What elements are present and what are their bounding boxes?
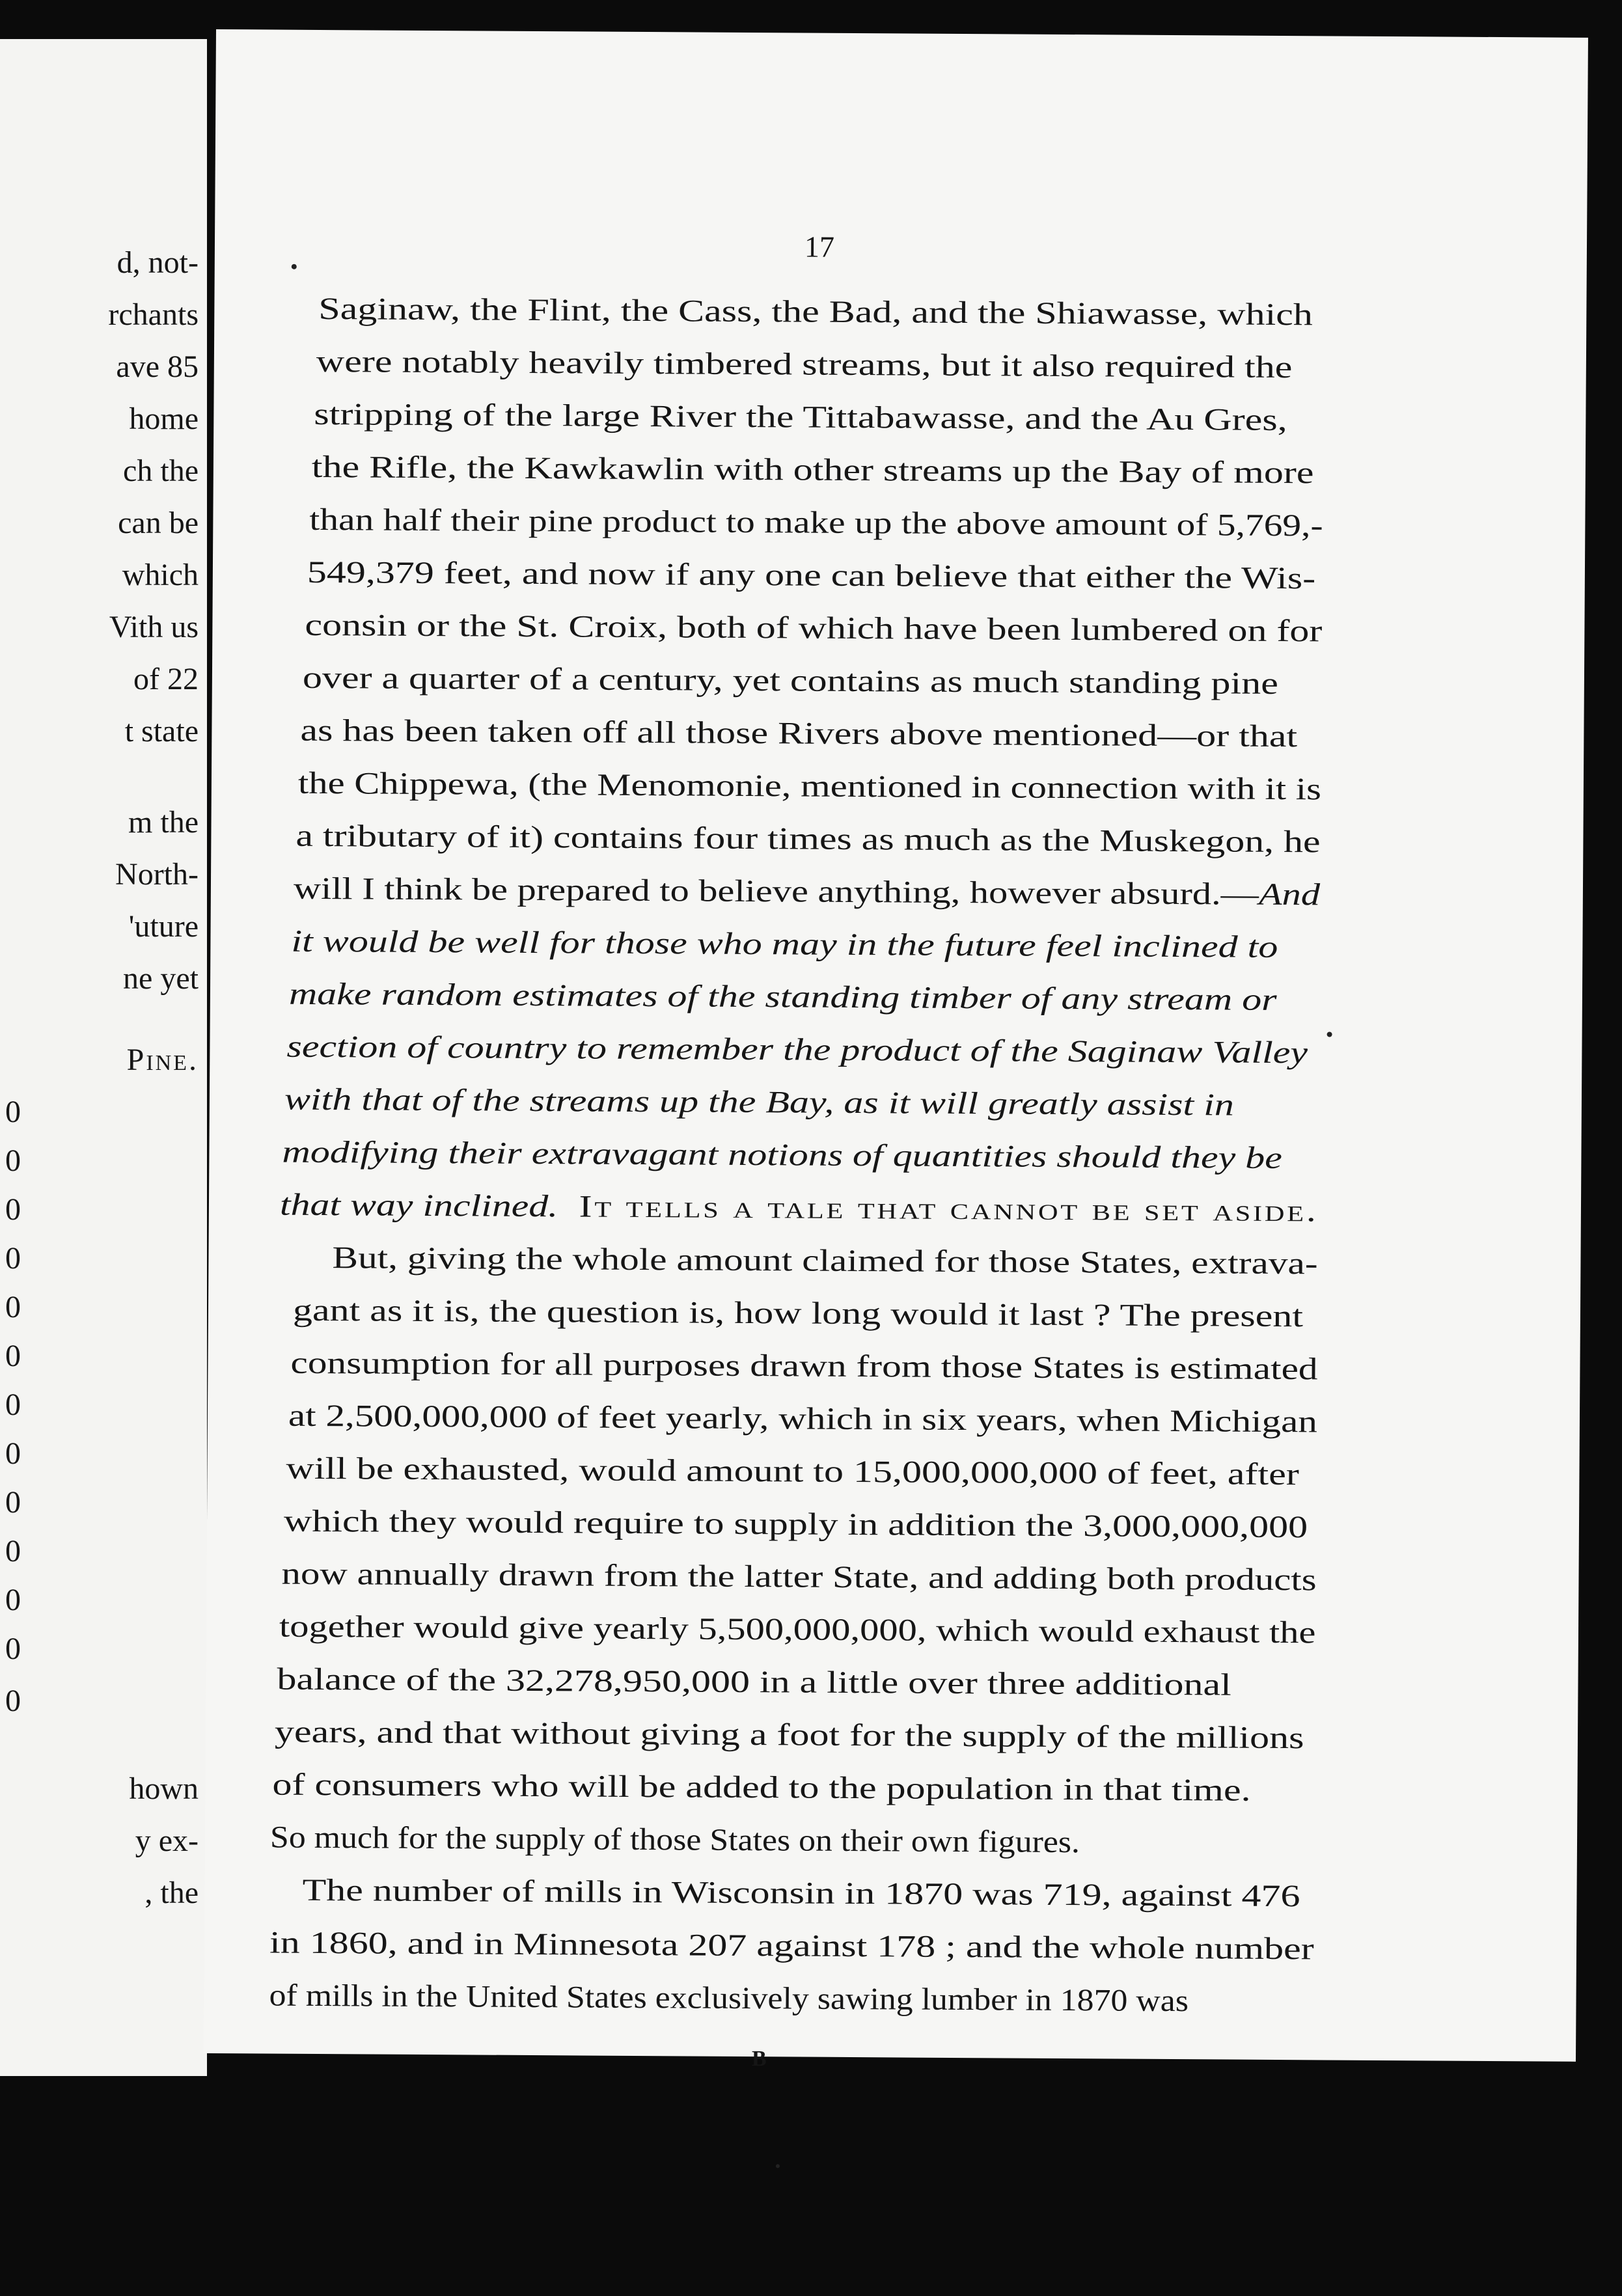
previous-page-fragment: home: [129, 402, 199, 436]
text-line-content: of consumers who will be added to the population in that time.: [272, 1767, 1251, 1808]
text-line: [316, 346, 1293, 383]
previous-page-fragment: 0: [5, 1387, 21, 1422]
text-line: [296, 818, 1321, 860]
text-line: [277, 1661, 1231, 1702]
text-line: [291, 923, 1278, 964]
text-line-content: as has been taken off all those Rivers above mentioned—or that: [300, 713, 1298, 754]
text-line-content: of mills in the United States exclusively sawing lumber in 1870 was: [269, 1978, 1189, 2019]
previous-page-fragment: 0: [5, 1290, 21, 1324]
previous-page-fragment: m the: [128, 805, 199, 840]
text-line-content: make random estimates of the standing timber of any stream or: [288, 976, 1277, 1017]
text-line: [300, 715, 1297, 752]
previous-page-fragment: 0: [5, 1534, 21, 1568]
previous-page-fragment: ch the: [123, 454, 199, 488]
text-line-content: gant as it is, the question is, how long would it last ? The present: [292, 1292, 1304, 1334]
text-line-content: So much for the supply of those States on their own figures.: [269, 1820, 1080, 1860]
text-line: [286, 1029, 1308, 1071]
previous-page-fragment: 0: [5, 1095, 21, 1129]
previous-page-fragment: of 22: [133, 662, 199, 696]
text-line-content: it would be well for those who may in the future feel inclined to: [291, 923, 1278, 964]
text-line: [282, 1134, 1283, 1176]
text-line-content: Saginaw, the Flint, the Cass, the Bad, and the Shiawasse, which: [318, 291, 1313, 333]
text-line: [270, 1822, 1080, 1859]
text-line: [292, 1292, 1304, 1334]
previous-page-fragment: 'uture: [128, 909, 199, 944]
text-line: [283, 1503, 1308, 1545]
text-line: [274, 1714, 1304, 1756]
text-line: [290, 1345, 1318, 1387]
previous-page-fragment: North-: [115, 857, 199, 892]
previous-page-fragment: 0: [5, 1632, 21, 1666]
previous-page-fragment: 0: [5, 1241, 21, 1276]
previous-page-fragment: , the: [144, 1876, 199, 1910]
body-text: [216, 29, 1588, 2019]
text-line: [279, 1187, 1319, 1229]
text-line: [309, 504, 1323, 542]
text-line-content: a tributary of it) contains four times as much as the Muskegon, he: [296, 818, 1321, 860]
previous-page-fragment: 0: [5, 1583, 21, 1617]
previous-page-fragment: ne yet: [123, 961, 199, 996]
text-line-content: will be exhausted, would amount to 15,000,000,000 of feet, after: [286, 1451, 1299, 1492]
signature-mark: B: [751, 2047, 767, 2071]
text-line: [302, 1872, 1300, 1914]
text-line: [272, 1767, 1251, 1808]
previous-page-fragment: 0: [5, 1684, 21, 1718]
text-line-content: the Chippewa, (the Menomonie, mentioned in connection with it is: [297, 765, 1322, 807]
text-line-content: section of country to remember the product of the Saginaw Valley: [286, 1029, 1308, 1071]
text-line: [305, 607, 1323, 649]
previous-page-fragment: rchants: [108, 297, 199, 332]
text-line-content: were notably heavily timbered streams, but it also required the: [316, 344, 1293, 385]
text-line: [288, 1398, 1318, 1440]
text-line-content: than half their pine product to make up the above amount of 5,769,-: [309, 502, 1323, 543]
page-number: 17: [804, 230, 835, 264]
text-line: [294, 873, 1320, 911]
text-line: [302, 660, 1278, 701]
text-line: [332, 1242, 1317, 1279]
text-line-content: years, and that without giving a foot for the supply of the millions: [274, 1714, 1304, 1756]
text-line-content: consumption for all purposes drawn from those States is estimated: [290, 1345, 1318, 1387]
previous-page-fragment: 0: [5, 1436, 21, 1471]
book-page: [204, 29, 1588, 2071]
text-line-content: in 1860, and in Minnesota 207 against 178 ; and the whole number: [269, 1925, 1314, 1967]
text-line-content: over a quarter of a century, yet contains as much standing pine: [302, 660, 1278, 701]
text-line-content: together would give yearly 5,500,000,000, which would exhaust the: [279, 1609, 1316, 1650]
previous-page-fragment: hown: [129, 1771, 199, 1806]
previous-page-fragment: 0: [5, 1143, 21, 1178]
text-line-content: consin or the St. Croix, both of which have been lumbered on for: [305, 607, 1323, 649]
text-line-content: 549,379 feet, and now if any one can believe that either the Wis-: [307, 554, 1316, 596]
text-line-content: the Rifle, the Kawkawlin with other streams up the Bay of more: [311, 449, 1314, 491]
text-line-content: modifying their extravagant notions of quantities should they be: [282, 1134, 1283, 1176]
text-line-content: balance of the 32,278,950,000 in a little over three additional: [277, 1661, 1231, 1702]
text-line: [311, 449, 1314, 491]
text-line: [269, 1980, 1189, 2017]
text-line: [284, 1084, 1234, 1121]
text-line-content: which they would require to supply in addition the 3,000,000,000: [283, 1503, 1308, 1545]
previous-page-fragment: y ex-: [135, 1824, 199, 1858]
previous-page-fragment: 0: [5, 1485, 21, 1520]
text-line: [269, 1925, 1314, 1967]
previous-page-fragment: can be: [118, 506, 199, 540]
text-line: [307, 554, 1316, 596]
text-line-content: that way inclined.: [279, 1187, 558, 1224]
ink-speck: [1327, 1032, 1332, 1037]
previous-page-fragment: 0: [5, 1192, 21, 1227]
previous-page-fragment: ave 85: [116, 349, 199, 384]
text-line-tail: It tells a tale that cannot be set aside.: [579, 1189, 1319, 1229]
text-line-content: will I think be prepared to believe anything, however absurd.—: [293, 871, 1259, 912]
text-line-content: now annually drawn from the latter State, and adding both products: [281, 1556, 1317, 1598]
text-line: [318, 291, 1313, 333]
text-line-content: But, giving the whole amount claimed for those States, extrava-: [332, 1240, 1318, 1281]
previous-page-fragment: Pine.: [126, 1043, 199, 1077]
previous-page-fragment: Vith us: [109, 610, 199, 644]
ink-speck: [776, 2164, 780, 2168]
text-line: [279, 1611, 1316, 1649]
previous-page-edge: [0, 39, 207, 2076]
text-line: [297, 765, 1322, 807]
previous-page-fragment: d, not-: [117, 245, 199, 280]
previous-page-fragment: 0: [5, 1339, 21, 1373]
text-line: [281, 1556, 1317, 1598]
ink-speck: [292, 264, 297, 269]
text-line-content: with that of the streams up the Bay, as it will greatly assist in: [284, 1082, 1234, 1123]
text-line: [314, 396, 1287, 438]
text-line: [288, 976, 1277, 1017]
text-line: [286, 1453, 1299, 1491]
previous-page-fragment: which: [122, 558, 199, 592]
text-line-tail: And: [1258, 877, 1321, 912]
text-line-content: The number of mills in Wisconsin in 1870 was 719, against 476: [302, 1872, 1300, 1914]
text-line-content: stripping of the large River the Tittabawasse, and the Au Gres,: [314, 396, 1287, 438]
text-line-content: at 2,500,000,000 of feet yearly, which in six years, when Michigan: [288, 1398, 1318, 1440]
previous-page-fragment: t state: [124, 714, 199, 748]
